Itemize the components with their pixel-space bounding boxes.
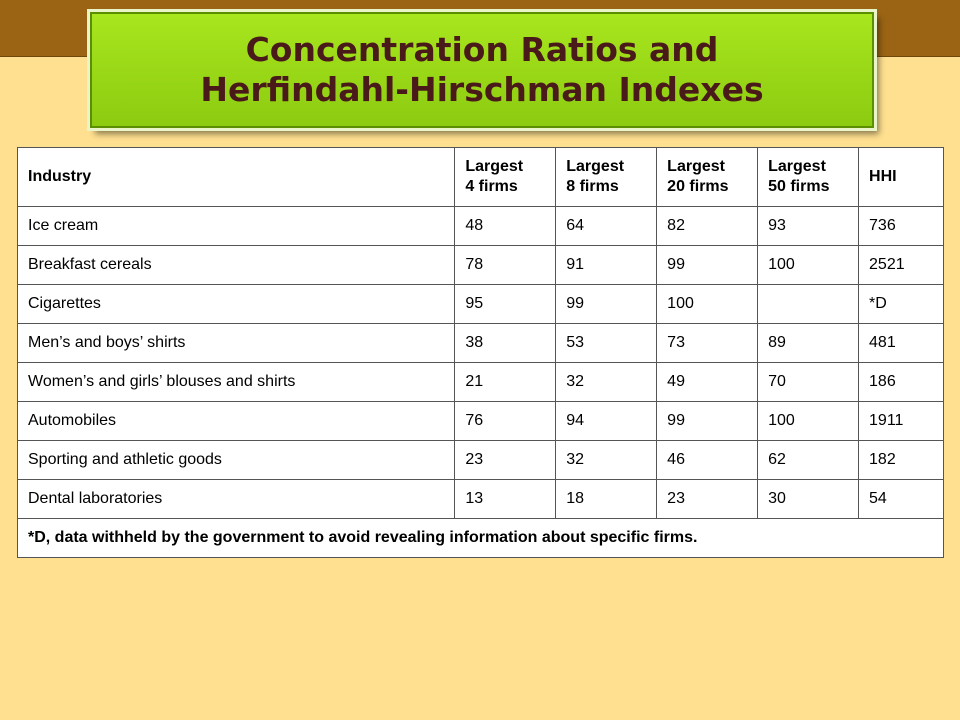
cell-hhi: 2521: [859, 246, 944, 285]
cell-hhi: 1911: [859, 402, 944, 441]
table-row: [18, 480, 944, 519]
table-row: [18, 402, 944, 441]
cell-largest-8: 32: [556, 441, 657, 480]
title-banner: [90, 12, 874, 128]
cell-industry: Sporting and athletic goods: [18, 441, 455, 480]
cell-hhi: 182: [859, 441, 944, 480]
cell-largest-8: 94: [556, 402, 657, 441]
table-row: [18, 285, 944, 324]
header-largest-50: Largest 50 firms: [758, 148, 859, 207]
cell-industry: Breakfast cereals: [18, 246, 455, 285]
header-largest-4: Largest 4 firms: [455, 148, 556, 207]
cell-largest-20: 100: [657, 285, 758, 324]
cell-largest-50: 70: [758, 363, 859, 402]
cell-largest-4: 48: [455, 207, 556, 246]
cell-largest-50: 93: [758, 207, 859, 246]
cell-hhi: 186: [859, 363, 944, 402]
cell-largest-20: 49: [657, 363, 758, 402]
cell-hhi: 736: [859, 207, 944, 246]
cell-largest-8: 53: [556, 324, 657, 363]
table-row: [18, 207, 944, 246]
cell-largest-4: 13: [455, 480, 556, 519]
cell-largest-50: 30: [758, 480, 859, 519]
cell-hhi: 54: [859, 480, 944, 519]
cell-largest-20: 82: [657, 207, 758, 246]
cell-largest-4: 78: [455, 246, 556, 285]
cell-largest-50: 62: [758, 441, 859, 480]
table-row: [18, 363, 944, 402]
cell-largest-8: 91: [556, 246, 657, 285]
cell-largest-20: 46: [657, 441, 758, 480]
cell-largest-4: 21: [455, 363, 556, 402]
table-row: [18, 246, 944, 285]
cell-largest-4: 95: [455, 285, 556, 324]
cell-hhi: *D: [859, 285, 944, 324]
cell-largest-8: 99: [556, 285, 657, 324]
page-title: Concentration Ratios and Herfindahl-Hirschman Indexes: [200, 30, 764, 109]
cell-largest-50: 100: [758, 402, 859, 441]
header-hhi: HHI: [859, 148, 944, 207]
cell-industry: Cigarettes: [18, 285, 455, 324]
cell-largest-20: 23: [657, 480, 758, 519]
header-largest-8: Largest 8 firms: [556, 148, 657, 207]
footnote-row: [18, 519, 944, 558]
cell-largest-50: 100: [758, 246, 859, 285]
header-row: [18, 148, 944, 207]
cell-industry: Dental laboratories: [18, 480, 455, 519]
cell-largest-20: 99: [657, 402, 758, 441]
cell-largest-4: 76: [455, 402, 556, 441]
footnote: *D, data withheld by the government to avoid revealing information about specific firms.: [18, 519, 944, 558]
cell-largest-50: 89: [758, 324, 859, 363]
cell-largest-8: 32: [556, 363, 657, 402]
cell-industry: Ice cream: [18, 207, 455, 246]
concentration-table: [17, 147, 944, 558]
header-industry: Industry: [18, 148, 455, 207]
cell-industry: Automobiles: [18, 402, 455, 441]
header-largest-20: Largest 20 firms: [657, 148, 758, 207]
cell-largest-8: 64: [556, 207, 657, 246]
cell-industry: Men’s and boys’ shirts: [18, 324, 455, 363]
cell-hhi: 481: [859, 324, 944, 363]
cell-largest-4: 23: [455, 441, 556, 480]
table-row: [18, 441, 944, 480]
cell-largest-8: 18: [556, 480, 657, 519]
table-row: [18, 324, 944, 363]
cell-industry: Women’s and girls’ blouses and shirts: [18, 363, 455, 402]
cell-largest-50: [758, 285, 859, 324]
cell-largest-20: 99: [657, 246, 758, 285]
cell-largest-20: 73: [657, 324, 758, 363]
cell-largest-4: 38: [455, 324, 556, 363]
